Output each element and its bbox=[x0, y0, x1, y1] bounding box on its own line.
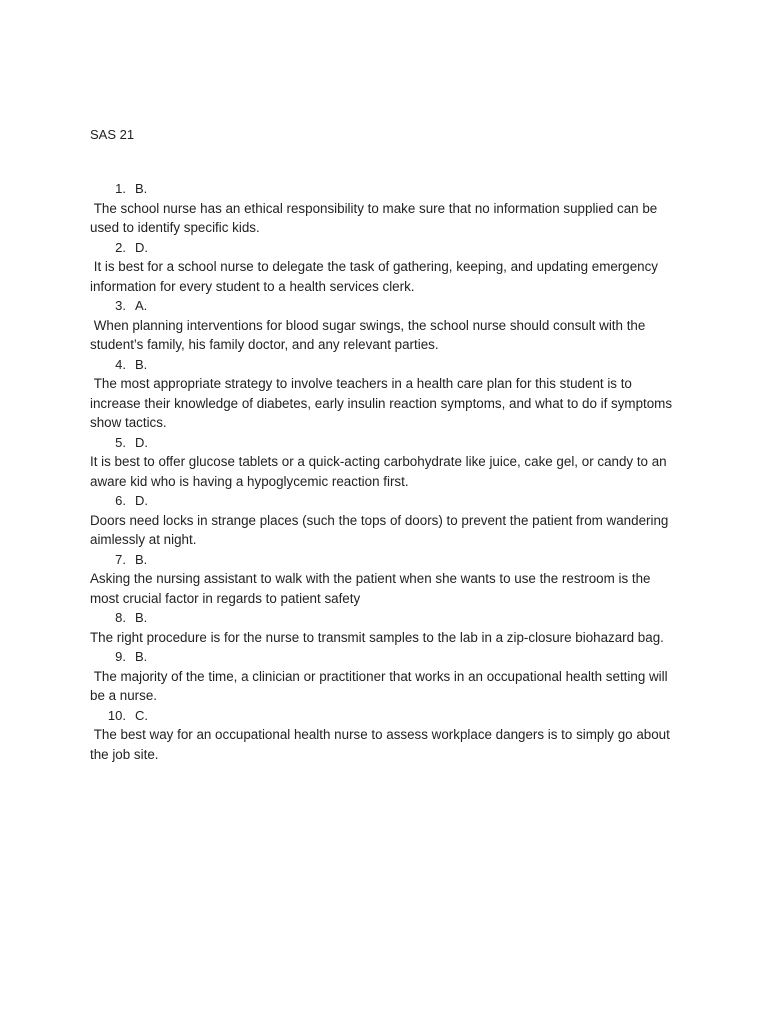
answer-choice: B. bbox=[135, 181, 148, 196]
answer-explanation: When planning interventions for blood sugar swings, the school nurse should consult with the student’s family, his family doctor, and any relevant parties. bbox=[90, 317, 650, 352]
answer-choice-line bbox=[90, 608, 680, 628]
answer-choice-line bbox=[90, 550, 680, 570]
answer-explanation: The best way for an occupational health nurse to assess workplace dangers is to simply go about the job site. bbox=[90, 727, 674, 762]
answer-choice: D. bbox=[135, 493, 148, 508]
answer-choice-line bbox=[90, 179, 680, 199]
answer-explanation: It is best to offer glucose tablets or a quick-acting carbohydrate like juice, cake gel, or candy to an aware kid who is having a hypoglycemic reaction first. bbox=[90, 454, 671, 489]
answer-explanation: The right procedure is for the nurse to transmit samples to the lab in a zip-closure biohazard bag. bbox=[90, 629, 664, 645]
answer-item bbox=[90, 238, 680, 297]
answer-explanation: The majority of the time, a clinician or practitioner that works in an occupational health setting will be a nurse. bbox=[90, 668, 672, 703]
answer-choice: B. bbox=[135, 649, 148, 664]
answer-item bbox=[90, 296, 680, 355]
answer-choice: D. bbox=[135, 239, 148, 255]
answer-number: 2. bbox=[115, 239, 126, 255]
answer-choice-line bbox=[90, 433, 680, 453]
answer-item bbox=[90, 179, 680, 238]
answer-explanation: Doors need locks in strange places (such the tops of doors) to prevent the patient from wandering aimlessly at night. bbox=[90, 512, 673, 547]
answer-item bbox=[90, 608, 680, 647]
answer-choice: A. bbox=[135, 298, 148, 313]
document-title: SAS 21 bbox=[90, 127, 135, 142]
answer-item bbox=[90, 433, 680, 492]
answer-choice: B. bbox=[135, 610, 148, 625]
answer-choice-line bbox=[90, 238, 680, 258]
answer-choice-line bbox=[90, 355, 680, 375]
answer-choice: D. bbox=[135, 434, 148, 450]
answer-explanation: The school nurse has an ethical responsibility to make sure that no information supplied can be used to identify specific kids. bbox=[90, 200, 661, 235]
answer-explanation: Asking the nursing assistant to walk with the patient when she wants to use the restroom is the most crucial factor in regards to patient safety bbox=[90, 571, 655, 606]
answer-item bbox=[90, 355, 680, 433]
answer-choice: B. bbox=[135, 551, 148, 567]
answer-choice: C. bbox=[135, 707, 148, 723]
answer-item bbox=[90, 647, 680, 706]
answer-choice-line bbox=[90, 706, 680, 726]
answer-number: 5. bbox=[115, 434, 126, 450]
answer-choice-line bbox=[90, 491, 680, 511]
answer-number: 7. bbox=[115, 551, 126, 567]
answer-item bbox=[90, 491, 680, 550]
answer-explanation: It is best for a school nurse to delegate the task of gathering, keeping, and updating emergency information for every student to a health services clerk. bbox=[90, 259, 662, 294]
answer-choice-line bbox=[90, 647, 680, 667]
answer-choice: B. bbox=[135, 356, 148, 372]
answer-number: 8. bbox=[115, 610, 126, 625]
answer-number: 3. bbox=[115, 298, 126, 313]
answer-explanation: The most appropriate strategy to involve teachers in a health care plan for this student is to increase their knowledge of diabetes, early insulin reaction symptoms, and what to do if symptoms show tactics. bbox=[90, 376, 676, 430]
answer-choice-line bbox=[90, 296, 680, 316]
answer-number: 6. bbox=[115, 493, 126, 508]
answer-number: 1. bbox=[115, 181, 126, 196]
answer-number: 10. bbox=[107, 707, 126, 723]
answer-list bbox=[90, 179, 680, 764]
answer-item bbox=[90, 706, 680, 765]
answer-number: 4. bbox=[115, 356, 126, 372]
answer-number: 9. bbox=[115, 649, 126, 664]
answer-item bbox=[90, 550, 680, 609]
